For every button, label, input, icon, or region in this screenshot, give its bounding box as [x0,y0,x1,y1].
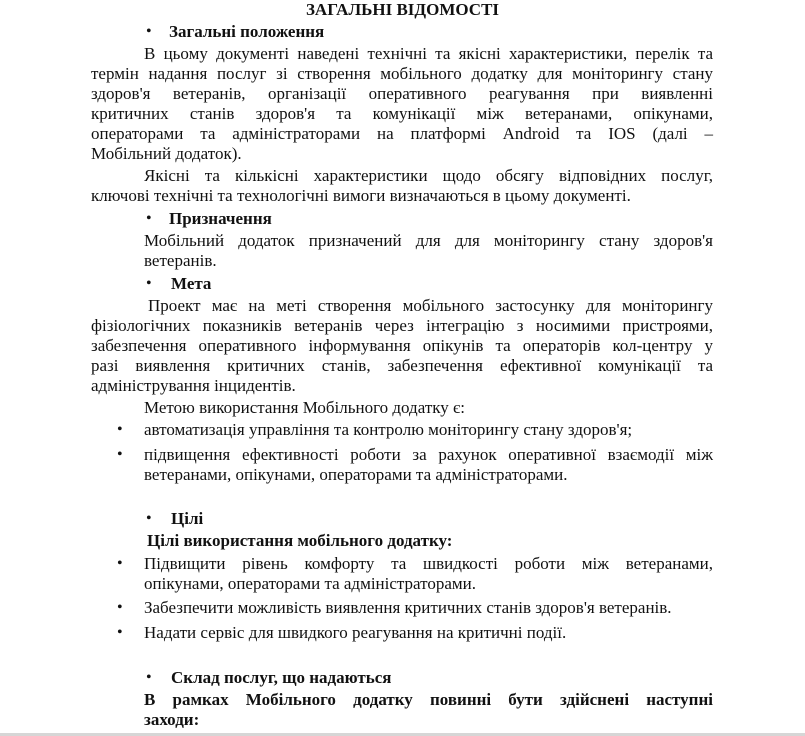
section-heading-general: Загальні положення [169,22,325,41]
bullet-icon: • [117,599,123,616]
purpose-line: ветеранів. [144,251,217,270]
section-heading-purpose: Призначення [169,209,272,228]
bullet-icon: • [146,210,152,227]
goal-list-item: автоматизація управління та контролю моніторингу стану здоров'я; [144,420,633,439]
general-p1-line: Мобільний додаток). [91,144,242,163]
bullet-icon: • [117,446,123,463]
bullet-icon: • [146,510,152,527]
general-p1-line: В цьому документі наведені технічні та якісні характеристики, перелік та [144,44,713,63]
bullet-icon: • [146,275,152,292]
goal-line: фізіологічних показників ветеранів через інтеграцію з носимими пристроями, [91,316,713,335]
general-p2-line: ключові технічні та технологічні вимоги визначаються в цьому документі. [91,186,631,205]
general-p1-line: здоров'я ветеранів, організації оперативного реагування при виявленні [91,84,713,103]
goal-line: адміністрування інцидентів. [91,376,296,395]
section-heading-goal: Мета [171,274,212,293]
goal-line: Проект має на меті створення мобільного застосунку для моніторингу [148,296,713,315]
services-line: В рамках Мобільного додатку повинні бути здійснені наступні [144,690,713,709]
objectives-list-item-cont: опікунами, операторами та адміністраторами. [144,574,477,593]
general-p1-line: операторами та адміністраторами на платформі Android та IOS (далі – [91,124,713,143]
goal-line: забезпечення оперативного інформування опікунів та операторів кол-центру у [91,336,713,355]
goal-list-item-cont: ветеранами, опікунами, операторами та адміністраторами. [144,465,568,484]
section-heading-objectives: Цілі [171,509,204,528]
bullet-icon: • [146,669,152,686]
general-p1-line: термін надання послуг зі створення мобільного додатку для моніторингу стану [91,64,713,83]
objectives-subheading: Цілі використання мобільного додатку: [147,531,453,550]
purpose-line: Мобільний додаток призначений для для моніторингу стану здоров'я [144,231,713,250]
general-p1-line: критичних станів здоров'я та комунікації між ветеранами, опікунами, [91,104,713,123]
goal-line: разі виявлення критичних станів, забезпечення ефективної комунікації та [91,356,713,375]
bullet-icon: • [117,421,123,438]
services-line: заходи: [144,710,200,729]
goal-intro: Метою використання Мобільного додатку є: [144,398,466,417]
bullet-icon: • [117,624,123,641]
section-heading-services: Склад послуг, що надаються [171,668,392,687]
general-p2-line: Якісні та кількісні характеристики щодо обсягу відповідних послуг, [144,166,713,185]
goal-list-item: підвищення ефективності роботи за рахунок оперативної взаємодії між [144,445,713,464]
bullet-icon: • [117,555,123,572]
bullet-icon: • [146,23,152,40]
document-title: ЗАГАЛЬНІ ВІДОМОСТІ [305,0,500,19]
objectives-list-item: Підвищити рівень комфорту та швидкості роботи між ветеранами, [144,554,713,573]
objectives-list-item: Забезпечити можливість виявлення критичних станів здоров'я ветеранів. [144,598,672,617]
objectives-list-item: Надати сервіс для швидкого реагування на критичні події. [144,623,567,642]
